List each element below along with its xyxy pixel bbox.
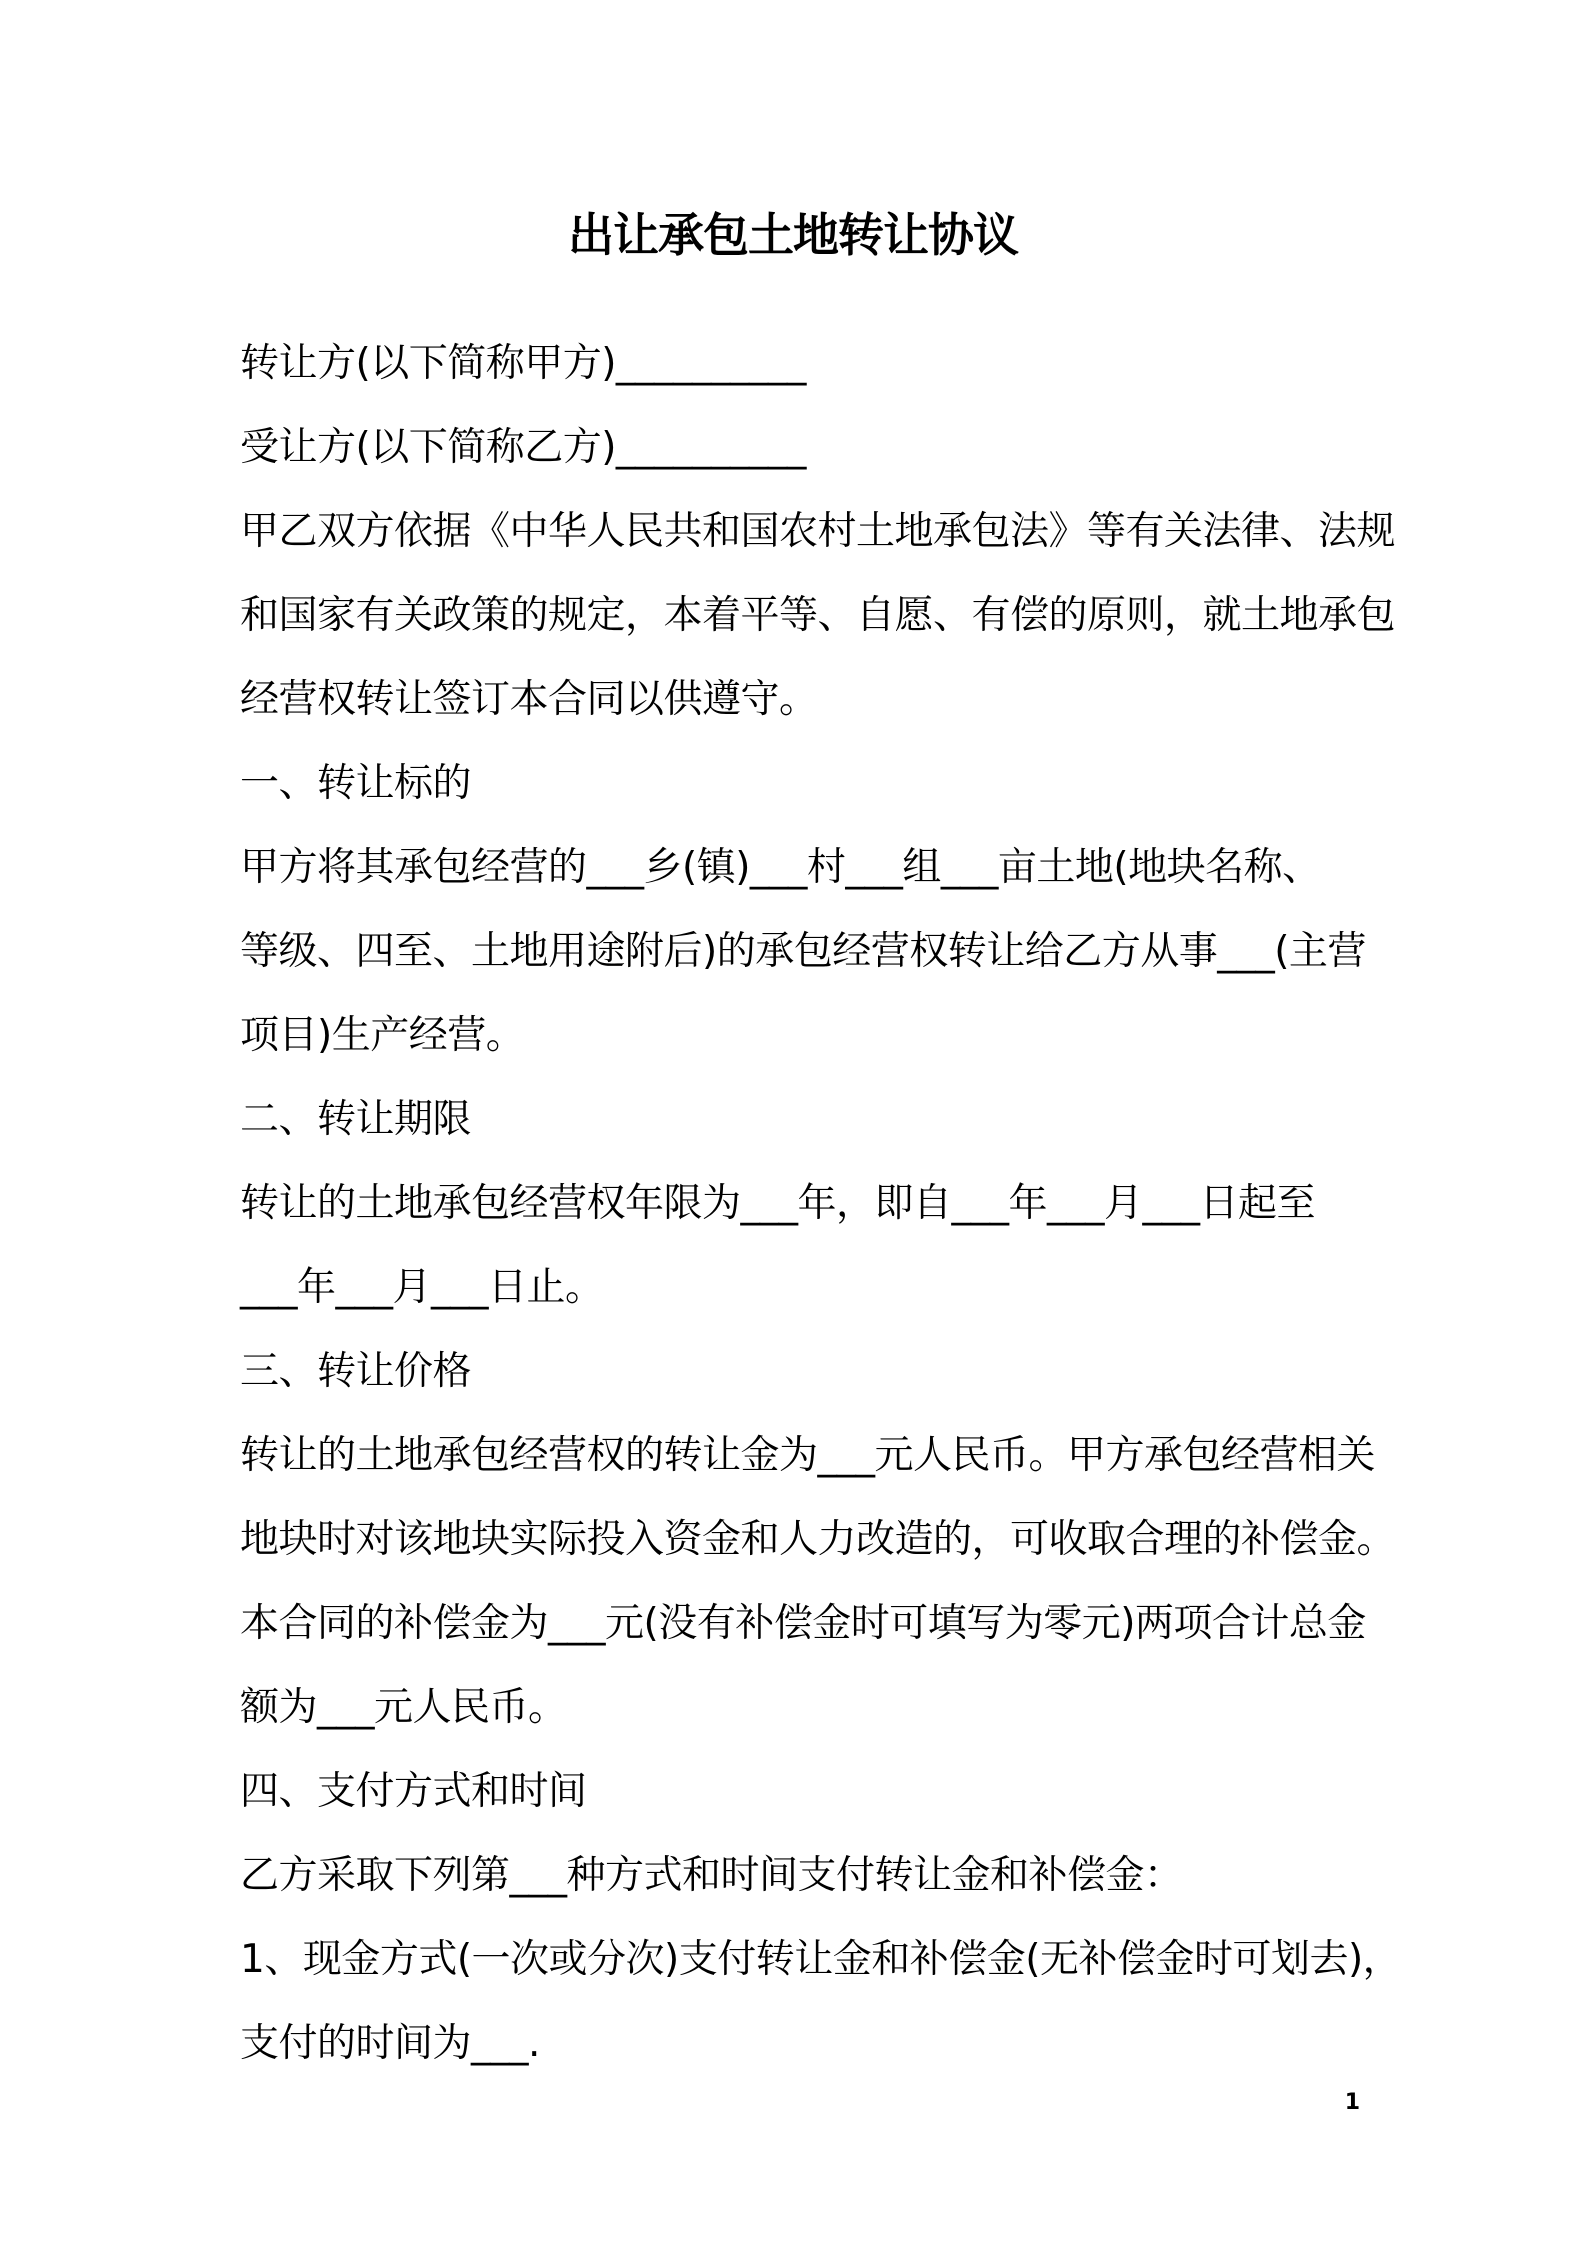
transferor-line: 转让方(以下简称甲方)__________ xyxy=(240,341,806,386)
preamble-line-3: 经营权转让签订本合同以供遵守。 xyxy=(240,677,818,722)
section-heading-3: 三、转让价格 xyxy=(240,1349,472,1394)
section-1-line-1: 甲方将其承包经营的___乡(镇)___村___组___亩土地(地块名称、 xyxy=(240,845,1321,890)
section-2-line-2: ___年___月___日止。 xyxy=(240,1265,604,1310)
document-title: 出让承包土地转让协议 xyxy=(568,208,1018,262)
preamble-line-1: 甲乙双方依据《中华人民共和国农村土地承包法》等有关法律、法规 xyxy=(240,509,1396,554)
preamble-line-2: 和国家有关政策的规定，本着平等、自愿、有偿的原则，就土地承包 xyxy=(240,593,1396,638)
section-4-line-2: 1、现金方式(一次或分次)支付转让金和补偿金(无补偿金时可划去)， xyxy=(240,1937,1402,1982)
section-1-line-2: 等级、四至、土地用途附后)的承包经营权转让给乙方从事___(主营 xyxy=(240,929,1366,974)
transferee-line: 受让方(以下简称乙方)__________ xyxy=(240,425,806,470)
section-3-line-2: 地块时对该地块实际投入资金和人力改造的，可收取合理的补偿金。 xyxy=(240,1517,1396,1562)
section-4-line-3: 支付的时间为___. xyxy=(240,2021,540,2066)
section-3-line-3: 本合同的补偿金为___元(没有补偿金时可填写为零元)两项合计总金 xyxy=(240,1601,1366,1646)
section-1-line-3: 项目)生产经营。 xyxy=(240,1013,525,1058)
section-3-line-1: 转让的土地承包经营权的转让金为___元人民币。甲方承包经营相关 xyxy=(240,1433,1376,1478)
page-number: 1 xyxy=(1344,2090,1360,2115)
section-2-line-1: 转让的土地承包经营权年限为___年，即自___年___月___日起至 xyxy=(240,1181,1316,1226)
section-3-line-4: 额为___元人民币。 xyxy=(240,1685,567,1730)
section-4-line-1: 乙方采取下列第___种方式和时间支付转让金和补偿金： xyxy=(240,1853,1183,1898)
section-heading-4: 四、支付方式和时间 xyxy=(240,1769,587,1814)
section-heading-2: 二、转让期限 xyxy=(240,1097,472,1142)
section-heading-1: 一、转让标的 xyxy=(240,761,472,806)
